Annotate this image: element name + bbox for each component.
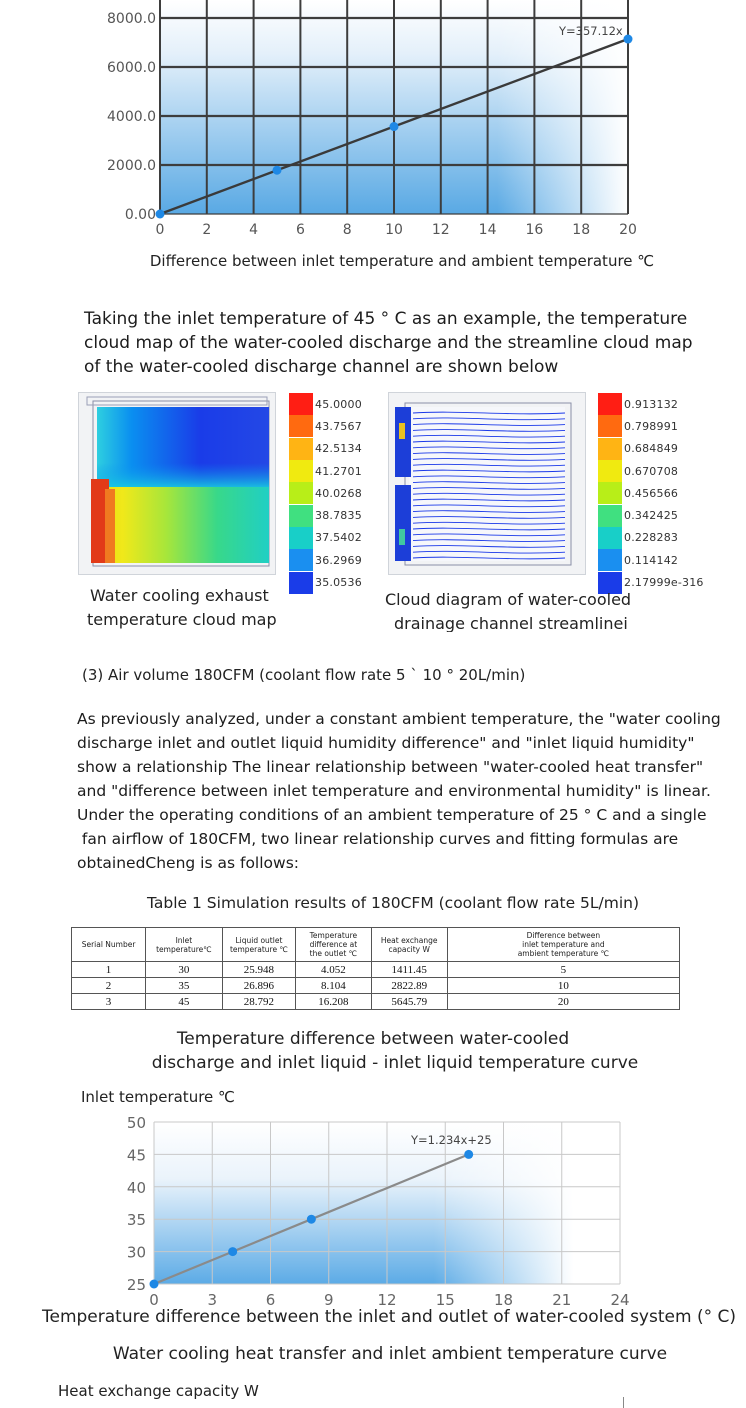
left-legend-value: 41.2701 (315, 464, 362, 478)
right-legend-value: 0.798991 (624, 419, 679, 433)
right-legend-row (598, 482, 718, 504)
right-legend-row (598, 438, 718, 460)
table-header-cell: Inlet temperature℃ (146, 928, 223, 962)
right-legend-row (598, 549, 718, 571)
table-cell: 5645.79 (371, 994, 447, 1010)
chart1-xtick: 10 (385, 222, 403, 238)
chart2-xtick: 12 (377, 1291, 397, 1309)
chart1-point (624, 35, 633, 44)
table-header-cell: Heat exchange capacity W (371, 928, 447, 962)
table-row (72, 978, 680, 994)
heat-transfer-chart (0, 0, 746, 280)
chart2-point (150, 1280, 159, 1289)
table-cell: 8.104 (296, 978, 371, 994)
exhaust-temperature-cloud-map (78, 392, 276, 575)
table-header-cell: Liquid outlet temperature ℃ (222, 928, 295, 962)
left-legend-swatch (289, 438, 313, 460)
temperature-cloud-image (79, 393, 275, 574)
left-legend-swatch (289, 572, 313, 594)
chart2-xtick: 3 (207, 1291, 218, 1309)
right-legend-value: 0.342425 (624, 509, 679, 523)
left-legend-value: 35.0536 (315, 576, 362, 590)
right-legend-value: 0.114142 (624, 553, 679, 567)
left-legend-value: 45.0000 (315, 397, 362, 411)
left-legend-swatch (289, 393, 313, 415)
chart2-ytick: 40 (126, 1178, 146, 1197)
chart2-point (464, 1150, 473, 1159)
chart2-xtick: 9 (323, 1291, 334, 1309)
chart2-point (228, 1247, 237, 1256)
right-legend-value: 0.456566 (624, 486, 679, 500)
section-heading: (3) Air volume 180CFM (coolant flow rate 5 ` 10 ° 20L/min) (82, 666, 526, 684)
left-legend-row (289, 482, 369, 504)
paragraph-line: fan airflow of 180CFM, two linear relationship curves and fitting formulas are (77, 830, 679, 848)
paragraph-line: and "difference between inlet temperature and environmental humidity" is linear. (77, 782, 711, 800)
chart1-xtick: 2 (202, 222, 212, 238)
table-cell: 28.792 (222, 994, 295, 1010)
chart3-axis-fragment (623, 1397, 624, 1408)
chart1-xtick: 18 (572, 222, 591, 238)
chart2-ytick: 25 (126, 1276, 146, 1294)
right-legend (598, 393, 718, 594)
chart2-xtick: 0 (149, 1291, 159, 1309)
left-legend-value: 40.0268 (315, 486, 362, 500)
table-cell: 1411.45 (371, 962, 447, 978)
chart1-formula: Y=357.12x (559, 24, 623, 38)
chart2-title-line1: Temperature difference between water-cooled (176, 1029, 570, 1049)
table-cell: 5 (447, 962, 679, 978)
left-legend-row (289, 415, 369, 437)
table-cell: 1 (72, 962, 146, 978)
streamline-cloud-map (388, 392, 586, 575)
chart2-xtick: 18 (493, 1291, 514, 1309)
simulation-results-table (71, 927, 680, 1010)
chart1-point (390, 122, 399, 131)
chart2-ylabel: Inlet temperature ℃ (81, 1088, 235, 1106)
chart2-title-line2: discharge and inlet liquid - inlet liquid temperature curve (151, 1053, 639, 1073)
paragraph-line: As previously analyzed, under a constant ambient temperature, the "water cooling (77, 710, 721, 728)
table-header-cell: Temperature difference at the outlet ℃ (296, 928, 371, 962)
chart2-xtick: 24 (610, 1291, 630, 1309)
right-figure-caption-1: Cloud diagram of water-cooled (385, 590, 632, 609)
table-cell: 10 (447, 978, 679, 994)
left-figure-caption-2: temperature cloud map (87, 610, 277, 629)
right-legend-value: 2.17999e-316 (624, 576, 704, 590)
left-legend-swatch (289, 415, 313, 437)
left-legend-value: 43.7567 (315, 419, 362, 433)
right-legend-swatch (598, 393, 622, 415)
right-legend-value: 0.228283 (624, 531, 679, 545)
table-cell: 2 (72, 978, 146, 994)
right-legend-row (598, 504, 718, 526)
right-legend-swatch (598, 438, 622, 460)
right-legend-swatch (598, 505, 622, 527)
right-legend-value: 0.913132 (624, 397, 679, 411)
table-cell: 4.052 (296, 962, 371, 978)
chart1-ytick: 8000.0 (107, 11, 156, 27)
left-legend-value: 36.2969 (315, 553, 362, 567)
paragraph-line: show a relationship The linear relationship between "water-cooled heat transfer" (77, 758, 704, 776)
table-cell: 20 (447, 994, 679, 1010)
left-legend-row (289, 571, 369, 593)
table-row (72, 962, 680, 978)
chart1-xtick: 12 (431, 222, 450, 238)
chart2-ytick: 50 (126, 1114, 146, 1132)
chart2-xtick: 6 (265, 1291, 276, 1309)
table-cell: 45 (146, 994, 223, 1010)
chart2-ytick: 35 (126, 1211, 146, 1230)
left-legend-swatch (289, 505, 313, 527)
chart1-xtick: 0 (155, 222, 165, 238)
right-legend-row (598, 527, 718, 549)
chart1-xtick: 20 (619, 222, 637, 238)
right-legend-swatch (598, 527, 622, 549)
right-legend-swatch (598, 415, 622, 437)
left-legend-row (289, 460, 369, 482)
right-legend-row (598, 415, 718, 437)
right-legend-value: 0.684849 (624, 442, 679, 456)
left-legend-value: 42.5134 (315, 442, 362, 456)
chart2-xtick: 15 (435, 1291, 455, 1309)
left-figure-caption-1: Water cooling exhaust (90, 586, 269, 605)
right-legend-swatch (598, 482, 622, 504)
chart1-point (273, 166, 282, 175)
left-legend-value: 37.5402 (315, 531, 362, 545)
chart2-ytick: 45 (126, 1146, 146, 1165)
right-legend-row (598, 393, 718, 415)
right-legend-value: 0.670708 (624, 464, 679, 478)
chart1-ytick: 2000.0 (107, 158, 156, 174)
chart1-xtick: 6 (295, 222, 305, 238)
table-header-cell: Serial Number (72, 928, 146, 962)
intro-paragraph: Taking the inlet temperature of 45 ° C as an example, the temperature cloud map of the water-cooled discharge and the streamline cloud map of the water-cooled discharge channel are shown below (84, 309, 693, 377)
left-legend-row (289, 549, 369, 571)
left-legend-row (289, 438, 369, 460)
streamline-cloud-image (389, 393, 585, 574)
table-cell: 30 (146, 962, 223, 978)
right-figure-caption-2: drainage channel streamlinei (394, 614, 628, 632)
chart1-xtick: 4 (249, 222, 259, 238)
chart2-xtick: 21 (552, 1291, 572, 1309)
table-caption: Table 1 Simulation results of 180CFM (coolant flow rate 5L/min) (147, 894, 640, 912)
chart2-ytick: 30 (126, 1243, 146, 1262)
left-legend-swatch (289, 482, 313, 504)
chart1-ytick: 6000.0 (107, 60, 156, 76)
chart1-xlabel: Difference between inlet temperature and ambient temperature ℃ (149, 252, 655, 270)
left-legend-row (289, 393, 369, 415)
chart1-ytick: 0.00 (124, 207, 156, 223)
left-legend (289, 393, 369, 594)
table-cell: 16.208 (296, 994, 371, 1010)
table-cell: 2822.89 (371, 978, 447, 994)
chart1-point (156, 210, 165, 219)
chart2-xlabel: Temperature difference between the inlet and outlet of water-cooled system (° C) (42, 1307, 736, 1327)
table-header-cell: Difference between inlet temperature and ambient temperature ℃ (447, 928, 679, 962)
table-cell: 35 (146, 978, 223, 994)
chart1-ytick: 4000.0 (107, 109, 156, 125)
left-legend-swatch (289, 527, 313, 549)
chart2-formula: Y=1.234x+25 (411, 1133, 492, 1147)
chart1-xtick: 8 (342, 222, 352, 238)
right-legend-swatch (598, 549, 622, 571)
left-legend-row (289, 504, 369, 526)
left-legend-swatch (289, 460, 313, 482)
left-legend-row (289, 527, 369, 549)
chart3-ylabel: Heat exchange capacity W (58, 1382, 259, 1400)
chart1-xtick: 14 (478, 222, 497, 238)
right-legend-swatch (598, 460, 622, 482)
chart2-point (307, 1215, 316, 1224)
paragraph-line: obtainedCheng is as follows: (77, 854, 299, 872)
table-cell: 3 (72, 994, 146, 1010)
chart3-title: Water cooling heat transfer and inlet ambient temperature curve (112, 1344, 668, 1364)
table-cell: 25.948 (222, 962, 295, 978)
paragraph-line: discharge inlet and outlet liquid humidity difference" and "inlet liquid humidity" (77, 734, 695, 752)
table-row (72, 994, 680, 1010)
table-cell: 26.896 (222, 978, 295, 994)
chart1-xtick: 16 (525, 222, 544, 238)
inlet-temperature-chart (0, 1110, 746, 1335)
left-legend-swatch (289, 549, 313, 571)
right-legend-row (598, 460, 718, 482)
analysis-paragraph (77, 707, 737, 875)
left-legend-value: 38.7835 (315, 509, 362, 523)
paragraph-line: Under the operating conditions of an ambient temperature of 25 ° C and a single (77, 806, 707, 824)
